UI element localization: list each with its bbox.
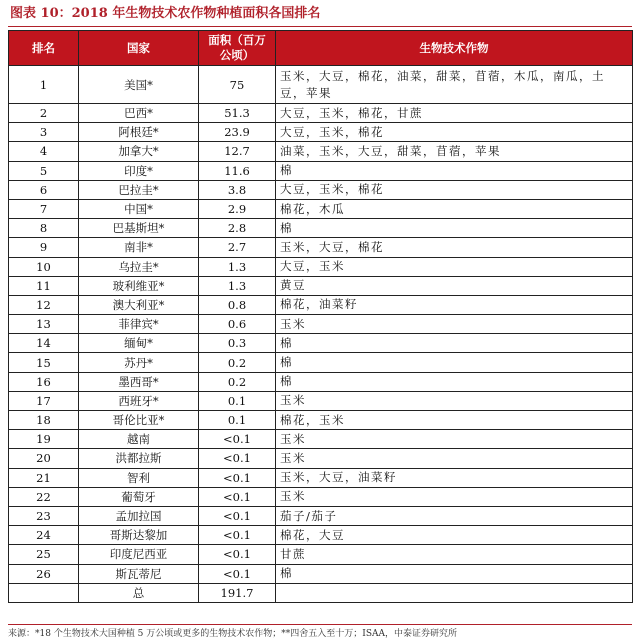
crops-cell: 棉 bbox=[276, 161, 633, 180]
crops-cell: 棉 bbox=[276, 372, 633, 391]
crops-cell: 玉米 bbox=[276, 449, 633, 468]
header-area: 面积（百万公顷） bbox=[199, 31, 276, 66]
area-cell: 191.7 bbox=[199, 583, 276, 602]
crops-cell: 玉米 bbox=[276, 391, 633, 410]
table-row bbox=[9, 353, 633, 372]
title-divider bbox=[8, 26, 632, 27]
table-row bbox=[9, 295, 633, 314]
footer-divider bbox=[8, 624, 632, 625]
area-cell: 0.8 bbox=[199, 295, 276, 314]
crops-cell: 棉 bbox=[276, 353, 633, 372]
crops-cell: 黄豆 bbox=[276, 276, 633, 295]
rank-cell: 3 bbox=[9, 123, 79, 142]
rank-cell: 10 bbox=[9, 257, 79, 276]
rank-cell: 14 bbox=[9, 334, 79, 353]
area-cell: 0.2 bbox=[199, 353, 276, 372]
crops-cell: 茄子/茄子 bbox=[276, 506, 633, 525]
table-row bbox=[9, 238, 633, 257]
crops-cell: 大豆，玉米，棉花 bbox=[276, 123, 633, 142]
area-cell: 0.2 bbox=[199, 372, 276, 391]
area-cell: 0.1 bbox=[199, 411, 276, 430]
table-row bbox=[9, 66, 633, 104]
country-cell: 孟加拉国 bbox=[79, 506, 199, 525]
area-cell: 1.3 bbox=[199, 257, 276, 276]
crops-cell: 大豆，玉米，棉花 bbox=[276, 180, 633, 199]
country-cell: 澳大利亚* bbox=[79, 295, 199, 314]
crops-cell: 玉米 bbox=[276, 487, 633, 506]
country-cell: 玻利维亚* bbox=[79, 276, 199, 295]
crops-cell: 大豆，玉米，棉花，甘蔗 bbox=[276, 104, 633, 123]
crops-cell: 玉米，大豆，油菜籽 bbox=[276, 468, 633, 487]
country-cell: 洪都拉斯 bbox=[79, 449, 199, 468]
area-cell: <0.1 bbox=[199, 449, 276, 468]
table-row bbox=[9, 199, 633, 218]
area-cell: <0.1 bbox=[199, 526, 276, 545]
crops-cell: 大豆，玉米 bbox=[276, 257, 633, 276]
crops-cell: 棉 bbox=[276, 219, 633, 238]
rank-cell: 13 bbox=[9, 315, 79, 334]
table-row bbox=[9, 391, 633, 410]
area-cell: <0.1 bbox=[199, 430, 276, 449]
rank-cell: 19 bbox=[9, 430, 79, 449]
table-row bbox=[9, 411, 633, 430]
table-row bbox=[9, 526, 633, 545]
country-cell: 斯瓦蒂尼 bbox=[79, 564, 199, 583]
area-cell: <0.1 bbox=[199, 487, 276, 506]
rank-cell: 4 bbox=[9, 142, 79, 161]
area-cell: 2.9 bbox=[199, 199, 276, 218]
rank-cell: 26 bbox=[9, 564, 79, 583]
rank-cell: 9 bbox=[9, 238, 79, 257]
table-row bbox=[9, 449, 633, 468]
rank-cell: 2 bbox=[9, 104, 79, 123]
figure-title: 图表 10：2018 年生物技术农作物种植面积各国排名 bbox=[10, 6, 321, 21]
table-row bbox=[9, 276, 633, 295]
rank-cell: 24 bbox=[9, 526, 79, 545]
rank-cell: 1 bbox=[9, 66, 79, 104]
rank-cell: 20 bbox=[9, 449, 79, 468]
country-cell: 巴拉圭* bbox=[79, 180, 199, 199]
rank-cell: 21 bbox=[9, 468, 79, 487]
area-cell: 2.7 bbox=[199, 238, 276, 257]
table-row bbox=[9, 180, 633, 199]
country-cell: 菲律宾* bbox=[79, 315, 199, 334]
area-cell: <0.1 bbox=[199, 468, 276, 487]
country-cell: 哥伦比亚* bbox=[79, 411, 199, 430]
rank-cell: 5 bbox=[9, 161, 79, 180]
crops-cell: 棉花，大豆 bbox=[276, 526, 633, 545]
area-cell: <0.1 bbox=[199, 545, 276, 564]
crops-cell: 玉米 bbox=[276, 430, 633, 449]
table-row bbox=[9, 142, 633, 161]
rank-cell: 16 bbox=[9, 372, 79, 391]
rank-cell: 23 bbox=[9, 506, 79, 525]
rank-cell: 25 bbox=[9, 545, 79, 564]
crops-cell: 棉 bbox=[276, 334, 633, 353]
rank-cell: 18 bbox=[9, 411, 79, 430]
country-cell: 印度* bbox=[79, 161, 199, 180]
area-cell: 0.3 bbox=[199, 334, 276, 353]
rank-cell: 22 bbox=[9, 487, 79, 506]
country-cell: 墨西哥* bbox=[79, 372, 199, 391]
crops-cell: 玉米 bbox=[276, 315, 633, 334]
crops-cell: 棉 bbox=[276, 564, 633, 583]
table-row bbox=[9, 545, 633, 564]
table-row bbox=[9, 430, 633, 449]
area-cell: 23.9 bbox=[199, 123, 276, 142]
table-row bbox=[9, 219, 633, 238]
table-row bbox=[9, 315, 633, 334]
country-cell: 西班牙* bbox=[79, 391, 199, 410]
country-cell: 南非* bbox=[79, 238, 199, 257]
country-cell: 缅甸* bbox=[79, 334, 199, 353]
area-cell: <0.1 bbox=[199, 506, 276, 525]
area-cell: 75 bbox=[199, 66, 276, 104]
area-cell: <0.1 bbox=[199, 564, 276, 583]
crops-cell: 玉米，大豆，棉花，油菜，甜菜，苜蓿，木瓜，南瓜，土豆，苹果 bbox=[276, 66, 633, 104]
rank-cell bbox=[9, 583, 79, 602]
table-row bbox=[9, 487, 633, 506]
table-row bbox=[9, 123, 633, 142]
country-cell: 中国* bbox=[79, 199, 199, 218]
area-cell: 51.3 bbox=[199, 104, 276, 123]
country-cell: 印度尼西亚 bbox=[79, 545, 199, 564]
country-cell: 智利 bbox=[79, 468, 199, 487]
rank-cell: 11 bbox=[9, 276, 79, 295]
area-cell: 0.6 bbox=[199, 315, 276, 334]
crops-cell: 油菜，玉米，大豆，甜菜，苜蓿，苹果 bbox=[276, 142, 633, 161]
area-cell: 1.3 bbox=[199, 276, 276, 295]
table-row bbox=[9, 334, 633, 353]
table-row bbox=[9, 372, 633, 391]
crops-cell: 棉花，玉米 bbox=[276, 411, 633, 430]
crops-cell: 玉米，大豆，棉花 bbox=[276, 238, 633, 257]
country-cell: 阿根廷* bbox=[79, 123, 199, 142]
header-rank: 排名 bbox=[9, 31, 79, 66]
area-cell: 12.7 bbox=[199, 142, 276, 161]
header-row bbox=[9, 31, 633, 66]
table-row bbox=[9, 468, 633, 487]
country-cell: 加拿大* bbox=[79, 142, 199, 161]
table-row bbox=[9, 583, 633, 602]
country-cell: 总 bbox=[79, 583, 199, 602]
table-body bbox=[9, 66, 633, 603]
rank-cell: 12 bbox=[9, 295, 79, 314]
table-row bbox=[9, 257, 633, 276]
rank-cell: 7 bbox=[9, 199, 79, 218]
area-cell: 11.6 bbox=[199, 161, 276, 180]
country-cell: 巴基斯坦* bbox=[79, 219, 199, 238]
country-cell: 乌拉圭* bbox=[79, 257, 199, 276]
table-row bbox=[9, 161, 633, 180]
rank-cell: 15 bbox=[9, 353, 79, 372]
crops-cell: 棉花，木瓜 bbox=[276, 199, 633, 218]
country-cell: 苏丹* bbox=[79, 353, 199, 372]
crops-cell bbox=[276, 583, 633, 602]
rank-cell: 6 bbox=[9, 180, 79, 199]
country-cell: 巴西* bbox=[79, 104, 199, 123]
table-row bbox=[9, 506, 633, 525]
table-row bbox=[9, 104, 633, 123]
country-cell: 哥斯达黎加 bbox=[79, 526, 199, 545]
country-cell: 越南 bbox=[79, 430, 199, 449]
crops-cell: 棉花，油菜籽 bbox=[276, 295, 633, 314]
area-cell: 0.1 bbox=[199, 391, 276, 410]
area-cell: 3.8 bbox=[199, 180, 276, 199]
header-country: 国家 bbox=[79, 31, 199, 66]
country-cell: 美国* bbox=[79, 66, 199, 104]
source-note: 来源：*18 个生物技术大国种植 5 万公顷或更多的生物技术农作物；**四舍五入至十万；ISAA，中泰证券研究所 bbox=[8, 629, 457, 639]
crops-cell: 甘蔗 bbox=[276, 545, 633, 564]
header-crops: 生物技术作物 bbox=[276, 31, 633, 66]
crop-area-table bbox=[8, 30, 633, 603]
table-row bbox=[9, 564, 633, 583]
rank-cell: 17 bbox=[9, 391, 79, 410]
area-cell: 2.8 bbox=[199, 219, 276, 238]
rank-cell: 8 bbox=[9, 219, 79, 238]
country-cell: 葡萄牙 bbox=[79, 487, 199, 506]
